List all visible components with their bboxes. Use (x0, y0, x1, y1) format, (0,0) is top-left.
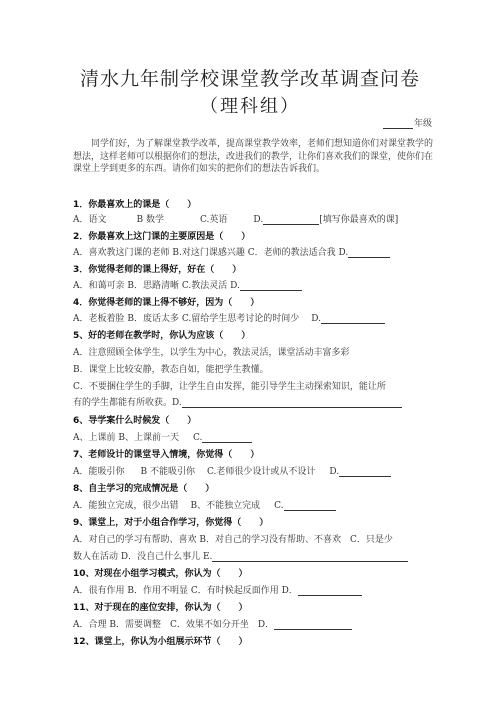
page-subtitle: （理科组） (200, 96, 300, 117)
option[interactable]: 有的学生都能有所收获。D. (73, 398, 182, 408)
question-5-option-a[interactable]: A．注意照顾全体学生，以学生为中心，教法灵活，课堂活动丰富多彩 (73, 348, 350, 358)
option[interactable]: A．很有作用 B．作用不明显 C．有时候起反面作用 D． (73, 586, 298, 596)
answer-blank[interactable] (263, 215, 319, 225)
question-9: 9、课堂上，对于小组合作学习，你觉得（ ） (73, 518, 269, 528)
question-7: 7、老师设计的课堂导入情境，你觉得（ ） (73, 450, 260, 460)
question-4-options (73, 311, 385, 324)
question-10: 10、对现在小组学习模式，你认为（ ） (73, 569, 248, 579)
option[interactable]: A．老板着脸 B．废话太多 C.留给学生思考讨论的时间少 (73, 314, 300, 324)
option[interactable]: C. (192, 433, 203, 443)
option[interactable]: A．语文 (73, 215, 107, 225)
option[interactable]: A．喜欢教这门课的老师 B.对这门课感兴趣 C．老师的教法适合我 D. (73, 248, 349, 258)
page-title: 清水九年制学校课堂教学改革调查问卷 (79, 68, 420, 90)
question-11-options (73, 617, 352, 630)
grade-field[interactable] (383, 116, 432, 129)
question-5-option-c[interactable]: C．不要捆住学生的手脚，让学生自由发挥，能引导学生主动探索知识，能让所 (73, 382, 386, 392)
grade-label: 年级 (413, 119, 432, 129)
option[interactable]: A．合理 B．需要调整 C．效果不如分开坐 D． (73, 620, 275, 630)
answer-blank[interactable] (339, 467, 391, 477)
answer-blank[interactable] (284, 501, 336, 511)
answer-blank[interactable] (321, 314, 385, 324)
question-6: 6、导学案什么时候发（ ） (73, 416, 197, 426)
option[interactable]: A．和蔼可亲 B．思路清晰 C.教法灵活 D. (73, 281, 240, 291)
question-7-options (73, 464, 391, 477)
question-8: 8、自主学习的完成情况是（ ） (73, 484, 215, 494)
answer-blank[interactable] (240, 281, 302, 291)
option[interactable]: C.老师很少设计或从不设计 (206, 467, 316, 477)
question-8-options (73, 498, 336, 511)
answer-blank[interactable] (274, 620, 352, 630)
option[interactable]: C.英语 (199, 215, 228, 225)
option[interactable]: A．能吸引你 (73, 467, 125, 477)
option[interactable]: D. (253, 215, 264, 225)
option[interactable]: D. (329, 467, 340, 477)
option[interactable]: B 数学 (136, 215, 164, 225)
intro-paragraph: 同学们好，为了解课堂教学改革，提高课堂教学效率，老师们想知道你们对课堂教学的想法，这样老师可以根据你们的想法，改进我们的教学，让你们喜欢我们的课堂，使你们在课堂上学到更多的东西。请你们如实的把你们的想法告诉我们。 (73, 139, 434, 174)
option[interactable]: D. (311, 314, 322, 324)
answer-blank[interactable] (298, 586, 362, 596)
option[interactable]: A、上课前 B、上课前一天 (73, 433, 179, 443)
question-12: 12、课堂上，你认为小组展示环节（ ） (73, 637, 248, 647)
option[interactable]: A．能独立完成，很少出错 (73, 501, 179, 511)
option[interactable]: B 不能吸引你 (140, 467, 195, 477)
option[interactable]: B、不能独立完成 (190, 501, 261, 511)
question-1-options (73, 212, 398, 225)
question-5-option-b[interactable]: B．课堂上比较安静，教态自如，能把学生教懂。 (73, 365, 269, 375)
grade-blank[interactable] (383, 119, 413, 129)
question-5-option-c-cont (73, 395, 402, 408)
question-11: 11、对于现在的座位安排，你认为（ ） (73, 603, 248, 613)
question-6-options (73, 430, 252, 443)
question-1: 1．你最喜欢上的课是（ ） (73, 200, 197, 210)
question-9-option-a[interactable]: A．对自己的学习有帮助、喜欢 B．对自己的学习没有帮助、不喜欢 C．只是少 (73, 535, 393, 545)
answer-blank[interactable] (182, 398, 402, 408)
question-2: 2．你最喜欢上这门课的主要原因是（ ） (73, 232, 251, 242)
question-10-options (73, 583, 362, 596)
answer-blank[interactable] (202, 433, 252, 443)
option[interactable]: C. (274, 501, 284, 511)
question-3-options (73, 278, 302, 291)
answer-blank[interactable] (348, 248, 390, 258)
question-3: 3．你觉得老师的课上得好，好在（ ） (73, 265, 242, 275)
question-5: 5、好的老师在教学时，你认为应该（ ） (73, 331, 251, 341)
option-hint: [填写你最喜欢的课] (319, 215, 399, 225)
question-2-options (73, 245, 390, 258)
answer-blank[interactable] (212, 552, 408, 562)
option[interactable]: 数人在活动 D．没自己什么事儿 E. (73, 552, 213, 562)
question-9-options-cont (73, 549, 408, 562)
question-4: 4．你觉得老师的课上得不够好，因为（ ） (73, 298, 260, 308)
